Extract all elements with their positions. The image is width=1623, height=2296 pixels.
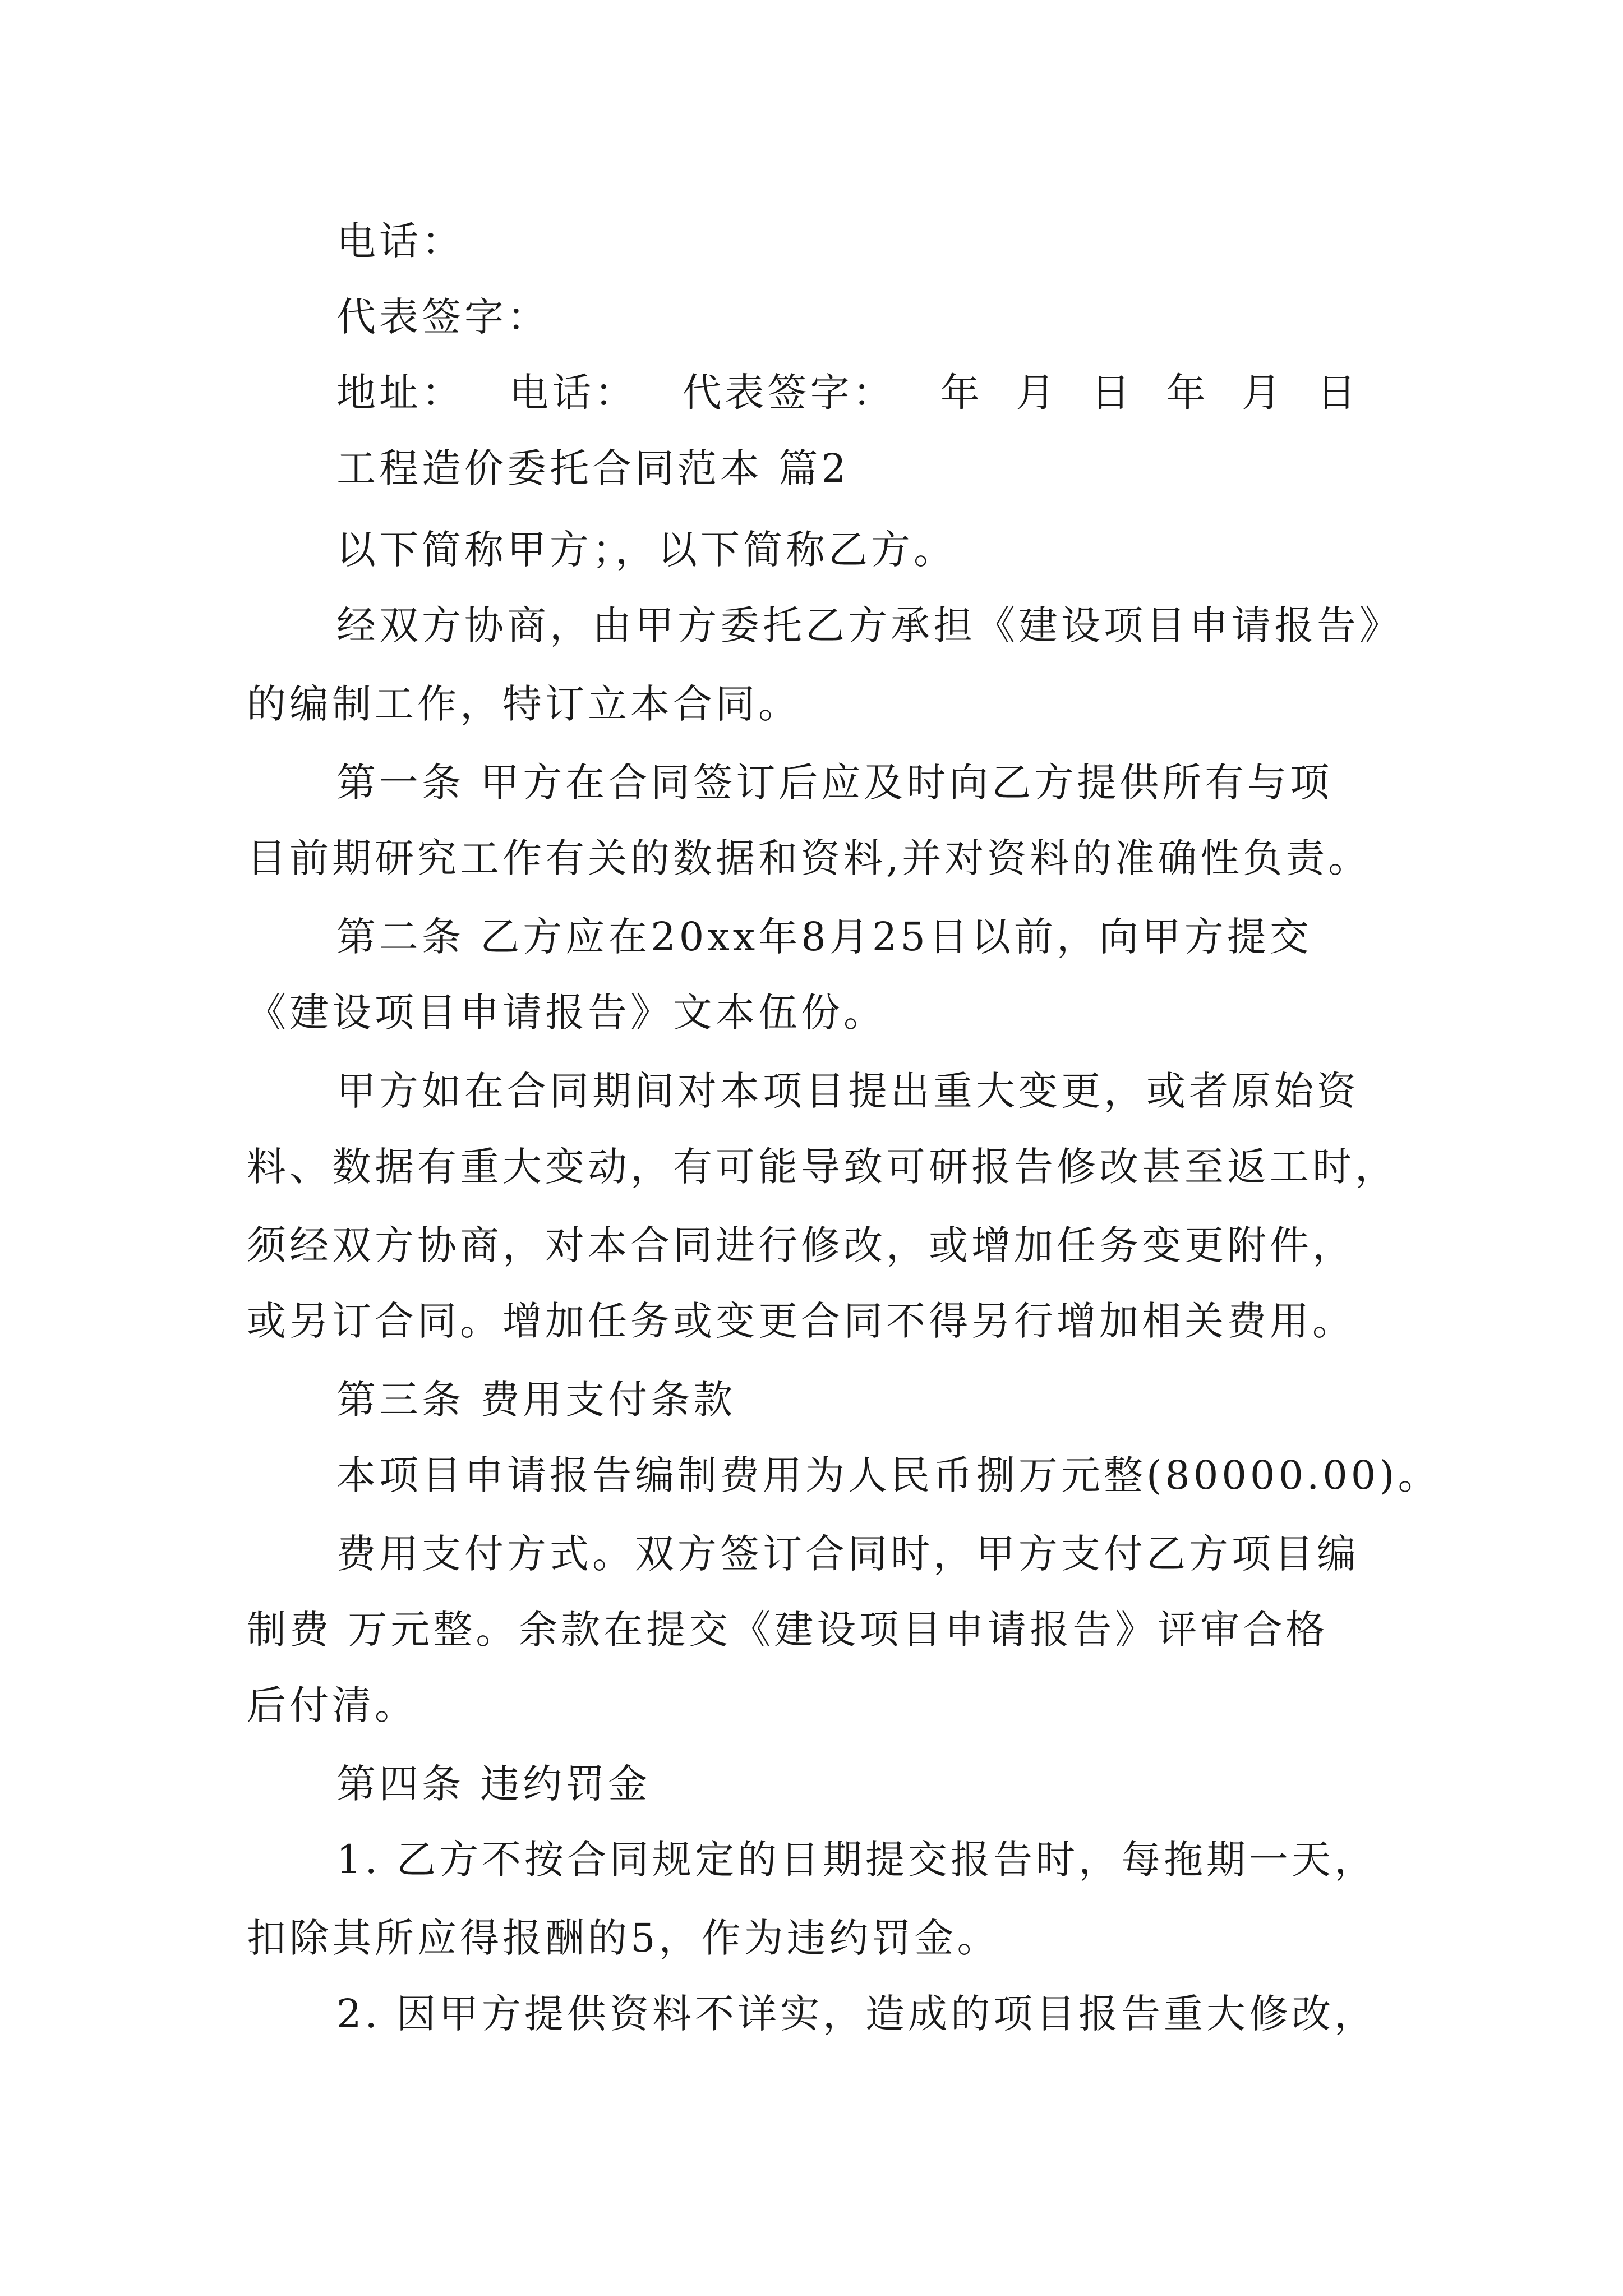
article-2-line: 第二条 乙方应在20xx年8月25日以前，向甲方提交: [336, 914, 1312, 960]
section-title: 工程造价委托合同范本 篇2: [336, 445, 850, 491]
phone-label-2: 电话：: [509, 370, 638, 416]
article-1-line: 第一条 甲方在合同签订后应及时向乙方提供所有与项: [336, 760, 1333, 806]
month-label-2: 月: [1241, 370, 1284, 416]
article-1-line: 目前期研究工作有关的数据和资料,并对资料的准确性负责。: [247, 835, 1371, 881]
change-clause-line: 料、数据有重大变动，有可能导致可研报告修改甚至返工时，: [247, 1144, 1398, 1190]
year-label-2: 年: [1166, 370, 1209, 416]
change-clause-line: 须经双方协商，对本合同进行修改，或增加任务变更附件，: [247, 1222, 1355, 1268]
day-label-2: 日: [1317, 370, 1360, 416]
article-2-line: 《建设项目申请报告》文本伍份。: [247, 990, 886, 1036]
signature-label: 代表签字：: [336, 294, 550, 340]
address-label: 地址：: [336, 370, 464, 416]
day-label: 日: [1091, 370, 1134, 416]
signature-row: [336, 367, 1380, 418]
article-3-heading: 第三条 费用支付条款: [336, 1377, 736, 1423]
payment-method-line: 费用支付方式。双方签订合同时，甲方支付乙方项目编: [336, 1531, 1359, 1577]
penalty-item-2: 2. 因甲方提供资料不详实，造成的项目报告重大修改，: [336, 1991, 1377, 2037]
change-clause-line: 甲方如在合同期间对本项目提出重大变更，或者原始资: [336, 1068, 1359, 1114]
phone-label: 电话：: [336, 218, 464, 264]
penalty-item-1: 扣除其所应得报酬的5，作为违约罚金。: [247, 1915, 1000, 1961]
signature-label-2: 代表签字：: [682, 370, 896, 416]
month-label: 月: [1016, 370, 1059, 416]
paragraph-line: 的编制工作，特订立本合同。: [247, 681, 801, 727]
penalty-item-1: 1. 乙方不按合同规定的日期提交报告时，每拖期一天，: [336, 1837, 1377, 1883]
change-clause-line: 或另订合同。增加任务或变更合同不得另行增加相关费用。: [247, 1298, 1355, 1344]
year-label: 年: [940, 370, 983, 416]
fee-amount-line: 本项目申请报告编制费用为人民币捌万元整(80000.00)。: [336, 1452, 1441, 1498]
parties-line: 以下简称甲方；，以下简称乙方。: [336, 527, 956, 573]
paragraph-line: 经双方协商，由甲方委托乙方承担《建设项目申请报告》: [336, 602, 1402, 648]
article-4-heading: 第四条 违约罚金: [336, 1761, 651, 1807]
payment-method-line: 后付清。: [247, 1682, 417, 1728]
payment-method-line: 制费 万元整。余款在提交《建设项目申请报告》评审合格: [247, 1607, 1329, 1653]
